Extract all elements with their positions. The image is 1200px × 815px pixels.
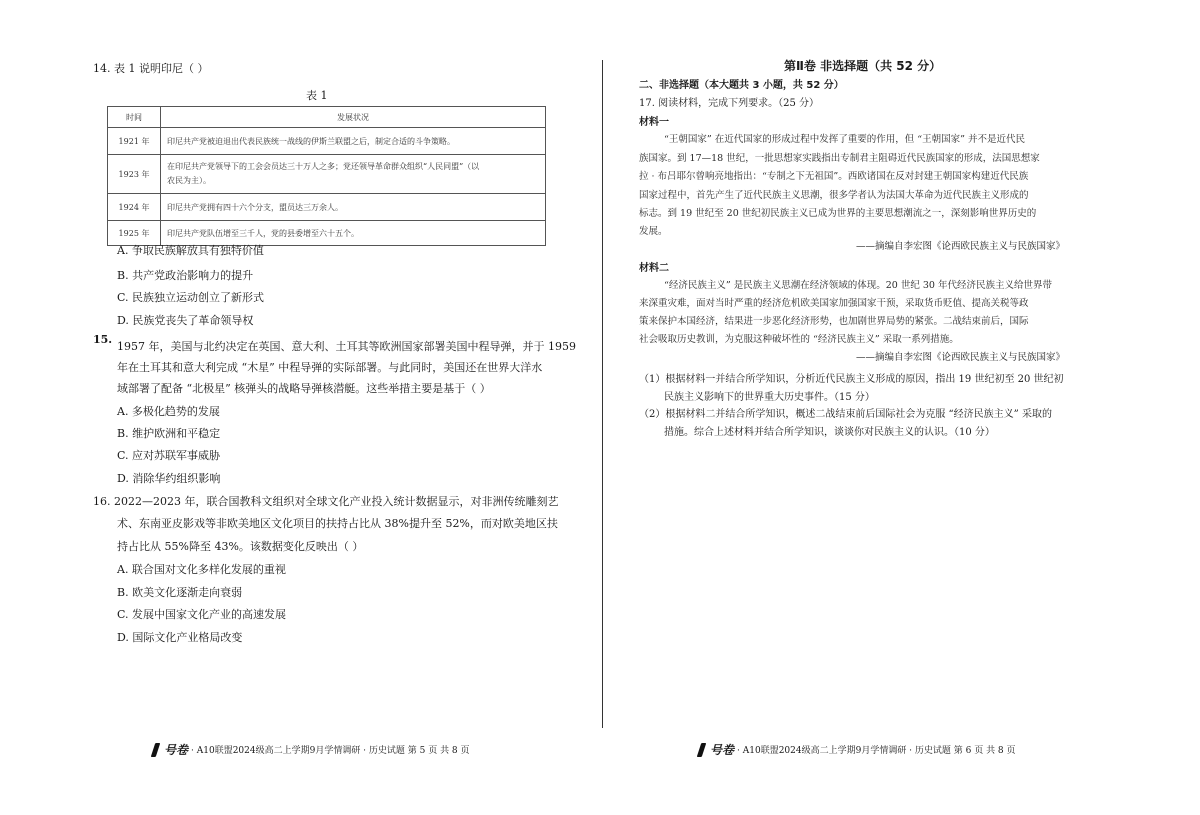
task-1-line: 民族主义影响下的世界重大历史事件。（15 分） bbox=[664, 392, 875, 403]
q16-option-b[interactable]: B. 欧美文化逐渐走向衰弱 bbox=[117, 586, 243, 599]
material2-source: ——摘编自李宏图《论西欧民族主义与民族国家》 bbox=[856, 352, 1066, 363]
table-cell-text: 印尼共产党被迫退出代表民族统一战线的伊斯兰联盟之后，制定合适的斗争策略。 bbox=[161, 128, 546, 155]
q15-line: 1957 年，美国与北约决定在英国、意大利、土耳其等欧洲国家部署美国中程导弹，并于 1959 bbox=[117, 340, 576, 353]
material2-line: 社会吸取历史教训，为克服这种破坏性的 “经济民族主义” 采取一系列措施。 bbox=[639, 334, 959, 345]
footer-right bbox=[699, 741, 1016, 758]
q15-line: 年在土耳其和意大利完成 “木星” 中程导弹的实际部署。与此同时，美国还在世界大洋水 bbox=[117, 361, 543, 374]
part-heading: 二、非选择题（本大题共 3 小题，共 52 分） bbox=[639, 80, 844, 91]
q16-line: 持占比从 55%降至 43%。该数据变化反映出（ ） bbox=[117, 540, 364, 553]
brand-logo-text: 号卷 bbox=[164, 743, 189, 757]
q14-option-a[interactable]: A. 争取民族解放具有独特价值 bbox=[117, 244, 264, 257]
material1-label: 材料一 bbox=[639, 117, 669, 128]
q15-option-b[interactable]: B. 维护欧洲和平稳定 bbox=[117, 427, 221, 440]
table-cell-year: 1924 年 bbox=[108, 194, 161, 221]
footer-text: · A10联盟2024级高二上学期9月学情调研 · 历史试题 第 6 页 共 8 页 bbox=[737, 746, 1016, 756]
q16-option-a[interactable]: A. 联合国对文化多样化发展的重视 bbox=[117, 563, 286, 576]
table-cell-text: 印尼共产党队伍增至三千人，党的县委增至六十五个。 bbox=[161, 221, 546, 246]
material1-line: 国家过程中，首先产生了近代民族主义思潮，很多学者认为法国大革命为近代民族主义形成的 bbox=[639, 190, 1029, 201]
table-cell-year: 1923 年 bbox=[108, 155, 161, 194]
material2-line: “经济民族主义” 是民族主义思潮在经济领域的体现。20 世纪 30 年代经济民族主义给世界带 bbox=[664, 280, 1052, 291]
task-2-line: （2）根据材料二并结合所学知识，概述二战结束前后国际社会为克服 “经济民族主义” 采取的 bbox=[639, 409, 1052, 420]
table-cell-year: 1921 年 bbox=[108, 128, 161, 155]
q15-option-d[interactable]: D. 消除华约组织影响 bbox=[117, 472, 221, 485]
q15-line: 域部署了配备 “北极星” 核弹头的战略导弹核潜艇。这些举措主要是基于（ ） bbox=[117, 382, 491, 395]
material1-line: 标志。到 19 世纪至 20 世纪初民族主义已成为世界的主要思想潮流之一，深刻影响世界历史的 bbox=[639, 208, 1037, 219]
material2-line: 来深重灾难，面对当时严重的经济危机欧美国家加强国家干预，采取货币贬值、提高关税等政 bbox=[639, 298, 1029, 309]
material1-line: 族国家。到 17—18 世纪，一批思想家实践指出专制君主阻碍近代民族国家的形成，法国思想家 bbox=[639, 153, 1040, 164]
material2-label: 材料二 bbox=[639, 263, 669, 274]
q16-option-c[interactable]: C. 发展中国家文化产业的高速发展 bbox=[117, 608, 287, 621]
table-1 bbox=[107, 106, 546, 246]
table-row bbox=[108, 128, 546, 155]
page-divider bbox=[602, 60, 603, 728]
table-header-time: 时间 bbox=[108, 107, 161, 128]
material1-line: 发展。 bbox=[639, 226, 668, 237]
q14-option-b[interactable]: B. 共产党政治影响力的提升 bbox=[117, 269, 254, 282]
brand-logo-icon bbox=[697, 743, 707, 757]
brand-logo-text: 号卷 bbox=[710, 743, 735, 757]
table-cell-year: 1925 年 bbox=[108, 221, 161, 246]
table-cell-text: 在印尼共产党领导下的工会会员达三十万人之多；党还领导革命群众组织“人民同盟”（以农民为主）。 bbox=[161, 155, 546, 194]
footer-left bbox=[153, 741, 470, 758]
q14-stem: 14. 表 1 说明印尼（ ） bbox=[93, 62, 209, 75]
task-2-line: 措施。综合上述材料并结合所学知识，谈谈你对民族主义的认识。（10 分） bbox=[664, 427, 995, 438]
q15-option-c[interactable]: C. 应对苏联军事威胁 bbox=[117, 449, 221, 462]
brand-logo-icon bbox=[151, 743, 161, 757]
table-title: 表 1 bbox=[306, 89, 328, 102]
table-row bbox=[108, 194, 546, 221]
q15-option-a[interactable]: A. 多极化趋势的发展 bbox=[117, 405, 220, 418]
material2-line: 策来保护本国经济，结果进一步恶化经济形势，也加剧世界局势的紧张。二战结束前后，国际 bbox=[639, 316, 1029, 327]
material1-line: 拉 · 布吕耶尔曾响亮地指出：“专制之下无祖国”。西欧诸国在反对封建王朝国家构建近代民族 bbox=[639, 171, 1029, 182]
table-row bbox=[108, 155, 546, 194]
q16-line: 术、东南亚皮影戏等非欧美地区文化项目的扶持占比从 38%提升至 52%，而对欧美地区扶 bbox=[117, 517, 558, 530]
task-1-line: （1）根据材料一并结合所学知识，分析近代民族主义形成的原因，指出 19 世纪初至 20 世纪初 bbox=[639, 374, 1064, 385]
q16-line: 16. 2022—2023 年，联合国教科文组织对全球文化产业投入统计数据显示，对非洲传统雕刻艺 bbox=[93, 495, 559, 508]
q14-option-d[interactable]: D. 民族党丧失了革命领导权 bbox=[117, 314, 254, 327]
q14-option-c[interactable]: C. 民族独立运动创立了新形式 bbox=[117, 291, 265, 304]
q17-stem: 17. 阅读材料，完成下列要求。（25 分） bbox=[639, 98, 819, 109]
table-cell-text: 印尼共产党拥有四十六个分支，盟员达三万余人。 bbox=[161, 194, 546, 221]
section-title: 第Ⅱ卷 非选择题（共 52 分） bbox=[784, 59, 942, 73]
table-header-status: 发展状况 bbox=[161, 107, 546, 128]
q16-option-d[interactable]: D. 国际文化产业格局改变 bbox=[117, 631, 243, 644]
material1-line: “王朝国家” 在近代国家的形成过程中发挥了重要的作用，但 “王朝国家” 并不是近代民 bbox=[664, 134, 1025, 145]
footer-text: · A10联盟2024级高二上学期9月学情调研 · 历史试题 第 5 页 共 8 页 bbox=[191, 746, 470, 756]
q15-number: 15. bbox=[93, 333, 113, 346]
material1-source: ——摘编自李宏图《论西欧民族主义与民族国家》 bbox=[856, 241, 1066, 252]
